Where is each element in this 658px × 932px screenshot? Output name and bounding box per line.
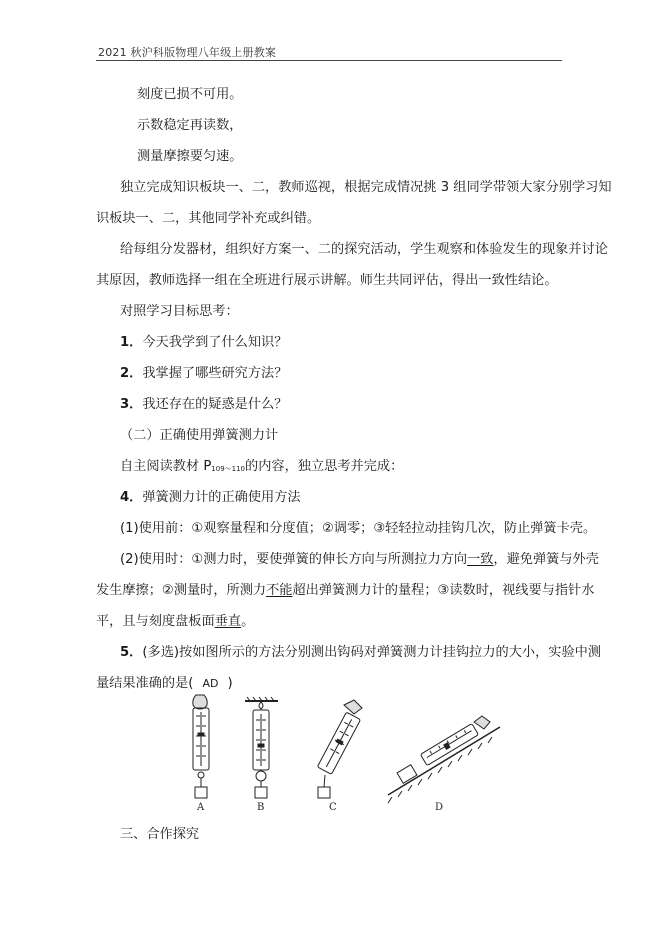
paragraph-2-line-2: 其原因，教师选择一组在全班进行展示讲解。师生共同评估，得出一致性结论。 [96,273,558,288]
usage-during-text-3a: 平，且与刻度盘板面 [96,614,215,629]
question-5-close-paren: ) [227,676,233,691]
usage-during-text-3b: 。 [241,614,255,629]
question-1-number: 1． [120,335,143,350]
question-2-text: 我掌握了哪些研究方法？ [142,366,288,381]
figure-label-d: D [435,802,444,813]
section-3-heading: 三、合作探究 [120,827,200,842]
paragraph-2-line-1: 给每组分发器材，组织好方案一、二的探究活动，学生观察和体验发生的现象并讨论 [120,242,608,257]
answer-fill-perpendicular: 垂直 [214,614,242,629]
section-2-heading: （二）正确使用弹簧测力计 [120,428,279,443]
question-5-number: 5． [120,645,143,660]
reading-page-range: 109～110 [211,465,246,473]
spring-balance-d [388,716,500,803]
paragraph-1-line-1: 独立完成知识板块一、二，教师巡视，根据完成情况挑 3 组同学带领大家分别学习知 [120,180,612,195]
rhyme-line-3: 测量摩擦要匀速。 [137,149,243,164]
figure-label-c: C [329,802,337,813]
question-3-number: 3． [120,397,143,412]
question-1-text: 今天我学到了什么知识？ [142,335,288,350]
figure-label-b: B [257,802,265,813]
usage-before: (1)使用前：①观察量程和分度值；②调零；③轻轻拉动挂钩几次，防止弹簧卡壳。 [120,521,597,536]
question-5-text-b: 量结果准确的是( [96,676,194,691]
question-4-number: 4． [120,490,143,505]
rhyme-line-1: 刻度已损不可用。 [137,87,243,102]
spring-balance-b [245,697,278,798]
question-2-number: 2． [120,366,143,381]
rhyme-line-2: 示数稳定再读数， [137,118,243,133]
figure-label-a: A [197,802,205,813]
usage-during-text-1b: ，避免弹簧与外壳 [493,552,599,567]
usage-during-text-2b: 超出弹簧测力计的量程；③读数时，视线要与指针水 [292,583,595,598]
question-5-answer: AD [202,677,219,690]
answer-fill-cannot: 不能 [266,583,293,598]
question-5-text: (多选)按如图所示的方法分别测出钩码对弹簧测力计挂钩拉力的大小，实验中测 [142,645,602,660]
question-4-text: 弹簧测力计的正确使用方法 [142,490,301,505]
document-header: 2021 秋沪科版物理八年级上册教案 [98,46,277,59]
reading-instruction-post: 的内容，独立思考并完成： [245,459,404,474]
usage-during-text-1a: (2)使用时：①测力时，要使弹簧的伸长方向与所测拉力方向 [120,552,468,567]
question-3-text: 我还存在的疑惑是什么？ [142,397,288,412]
spring-balance-a [193,695,209,798]
paragraph-1-line-2: 识板块一、二，其他同学补充或纠错。 [96,211,321,226]
answer-fill-consistent: 一致 [467,552,494,567]
reflection-heading: 对照学习目标思考： [120,304,239,319]
usage-during-text-2a: 发生摩擦；②测量时，所测力 [96,583,267,598]
reading-instruction-pre: 自主阅读教材 P [120,459,212,474]
spring-balance-c [317,700,362,798]
